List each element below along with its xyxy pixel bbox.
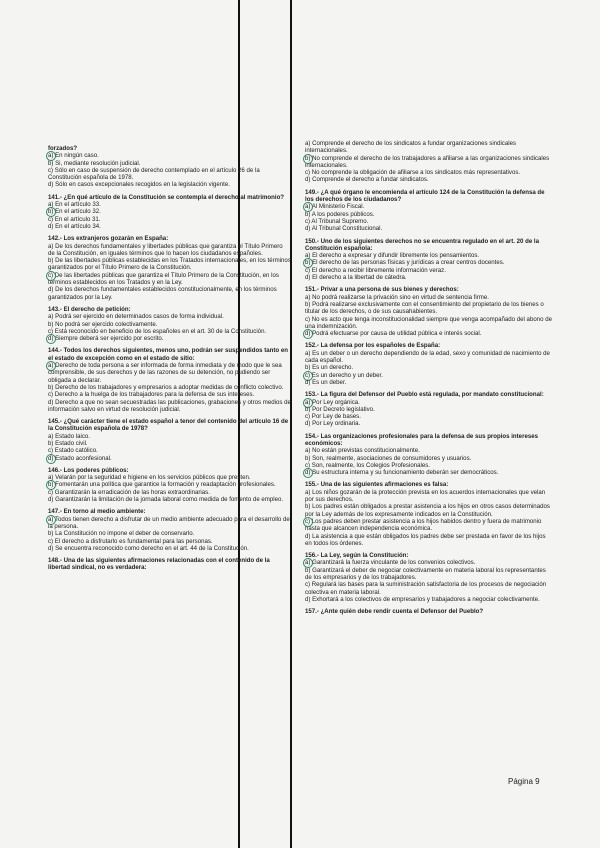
- option-text: c) Regulará las bases para la suministración satisfactoria de los procesos de negociación colectiva en materia laboral.: [305, 581, 547, 596]
- answer-option: [48, 399, 291, 414]
- question-text: 147.- En torno al medio ambiente:: [48, 508, 146, 516]
- answer-option: [305, 420, 553, 427]
- option-text: b) No podrá ser ejercido colectivamente.: [48, 320, 158, 328]
- answer-option: [305, 581, 553, 596]
- answer-option: [305, 567, 553, 582]
- answer-option: [305, 489, 553, 504]
- option-text: c) Por Ley de bases.: [305, 413, 361, 421]
- option-text: c) Es un derecho y un deber.: [305, 371, 383, 379]
- option-text: c) No es acto que tenga inconstitucionalidad siempre que venga acompañado del abono de una indemnización.: [305, 315, 552, 330]
- answer-option: [305, 596, 553, 603]
- option-text: b) Podrá realizarse exclusivamente con el consentimiento del propietario de los bienes o titular de los derechos, o de sus causahabientes.: [305, 300, 544, 316]
- option-text: d) En el artículo 34.: [48, 222, 101, 230]
- answer-mark-circle: [46, 454, 56, 464]
- answer-option: [305, 252, 553, 259]
- answer-option: [48, 243, 291, 258]
- answer-option: [48, 152, 291, 159]
- option-text: a) Velarán por la seguridad e higiene en los servicios públicos que presten.: [48, 474, 251, 482]
- question-block: [305, 238, 553, 282]
- option-text: b) La Constitución no impone el deber de conservarlo.: [48, 530, 195, 538]
- option-text: c) Está reconocido en beneficio de los españoles en el art. 30 de la Constitución.: [48, 327, 267, 335]
- page-number: Página 9: [508, 777, 540, 786]
- option-text: c) Sólo en caso de suspensión de derecho contemplado en el artículo 26 de la Constitución española de 1978.: [48, 166, 260, 182]
- option-text: d) Podrá efectuarse por causa de utilidad pública e interés social.: [305, 330, 482, 338]
- question-text: 144.- Todos los derechos siguientes, menos uno, podrán ser suspendidos tanto en el estado de excepción como en el estado de sitio:: [48, 347, 288, 362]
- question-block: [48, 306, 291, 342]
- answer-option: [305, 447, 553, 454]
- answer-option: [305, 559, 553, 566]
- answer-option: [48, 160, 291, 167]
- answer-option: [305, 203, 553, 210]
- option-text: c) Estado católico.: [48, 447, 98, 455]
- answer-option: [48, 201, 291, 208]
- option-text: b) Fomentarán una política que garantice la formación y readaptación profesionales.: [48, 481, 276, 489]
- option-text: a) El derecho a expresar y difundir libremente los pensamientos.: [305, 252, 480, 260]
- answer-option: [305, 455, 553, 462]
- answer-option: [305, 462, 553, 469]
- option-text: b) Los padres están obligados a prestar asistencia a los hijos en otros casos determinados por la Ley además de los expresamente indicados en la Constitución.: [305, 503, 550, 518]
- option-text: d) Al Tribunal Constitucional.: [305, 225, 383, 233]
- question-block: [48, 235, 291, 301]
- answer-option: [305, 316, 553, 331]
- question-text: 156.- La Ley, según la Constitución:: [305, 552, 409, 560]
- question-block: [48, 557, 291, 572]
- option-text: c) Los padres deben prestar asistencia a los hijos habidos dentro y fuera de matrimonio hasta que alcancen independencia económica.: [305, 517, 542, 533]
- question-block: [48, 467, 291, 503]
- option-text: c) En el artículo 31.: [48, 215, 101, 223]
- option-text: d) Garantizarán la limitación de la jornada laboral como medida de fomento de empleo.: [48, 496, 284, 504]
- answer-mark-circle: [303, 154, 313, 164]
- question-block: [305, 286, 553, 337]
- answer-mark-circle: [46, 361, 56, 371]
- option-text: c) Al Tribunal Supremo.: [305, 217, 369, 225]
- answer-option: [305, 140, 553, 155]
- question-text: 142.- Los extranjeros gozarán en España:: [48, 235, 169, 243]
- question-text: 141.- ¿En qué artículo de la Constitución se contempla el derecho al matrimonio?: [48, 193, 285, 201]
- option-text: d) Estado aconfesional.: [48, 454, 112, 462]
- answer-mark-circle: [303, 329, 313, 339]
- question-text: forzados?: [48, 145, 78, 152]
- answer-option: [305, 225, 553, 232]
- option-text: b) En el artículo 32.: [48, 208, 101, 216]
- option-text: d) Por Ley ordinaria.: [305, 420, 361, 428]
- option-text: a) De los derechos fundamentales y libertades públicas que garantiza el Título Primero de la Constitución, en iguales términos que lo hacen los ciudadanos españoles.: [48, 242, 283, 257]
- option-text: c) El derecho a disfrutarlo es fundamental para las personas.: [48, 537, 213, 545]
- question-text: 146.- Los poderes públicos:: [48, 466, 129, 474]
- answer-option: [48, 516, 291, 531]
- option-text: d) Sólo en casos excepcionales recogidos en la legislación vigente.: [48, 181, 230, 189]
- answer-option: [48, 496, 291, 503]
- question-block: [48, 194, 291, 230]
- answer-option: [48, 530, 291, 537]
- option-text: c) No comprende la obligación de afiliarse a los sindicatos más representativos.: [305, 169, 521, 177]
- answer-option: [305, 533, 553, 548]
- option-text: a) Garantizará la fuerza vinculante de los convenios colectivos.: [305, 559, 476, 567]
- option-text: a) No podrá realizarse la privación sino en virtud de sentencia firme.: [305, 293, 489, 301]
- option-text: d) Siempre deberá ser ejercido por escrito.: [48, 335, 164, 343]
- option-text: b) Es un derecho.: [305, 364, 354, 372]
- question-text: 150.- Uno de los siguientes derechos no se encuentra regulado en el art. 20 de la Constitución española:: [305, 237, 540, 252]
- option-text: c) De las libertades públicas que garantiza el Título Primero de la Constitución, en los términos establecidos en los Tratados y en la Ley.: [48, 271, 279, 287]
- answer-option: [48, 447, 291, 454]
- answer-option: [48, 208, 291, 215]
- option-text: b) Si, mediante resolución judicial.: [48, 159, 141, 167]
- answer-option: [305, 294, 553, 301]
- answer-option: [305, 503, 553, 518]
- option-text: a) Todos tienen derecho a disfrutar de un medio ambiente adecuado para el desarrollo de la persona.: [48, 515, 290, 530]
- answer-option: [48, 489, 291, 496]
- left-column: [48, 145, 291, 577]
- option-text: c) Garantizarán la erradicación de las horas extraordinarias.: [48, 488, 210, 496]
- answer-option: [48, 167, 291, 182]
- answer-option: [305, 218, 553, 225]
- option-text: a) Por Ley orgánica.: [305, 398, 360, 406]
- answer-option: [48, 181, 291, 188]
- option-text: d) Se encuentra reconocido como derecho en el art. 44 de la Constitución.: [48, 544, 249, 552]
- question-text: 151.- Privar a una persona de sus bienes y derechos:: [305, 286, 459, 294]
- answer-option: [305, 169, 553, 176]
- option-text: d) De los derechos fundamentales establecidos constitucionalmente, en los términos garantizados por la Ley.: [48, 286, 277, 301]
- answer-option: [48, 362, 291, 384]
- answer-mark-circle: [303, 517, 313, 527]
- option-text: b) Derecho de los trabajadores y empresarios a adoptar medidas de conflicto colectivo.: [48, 383, 284, 391]
- answer-option: [48, 440, 291, 447]
- answer-option: [305, 406, 553, 413]
- question-block: [48, 418, 291, 462]
- question-text: 148.- Una de las siguientes afirmaciones relacionadas con el contenido de la libertad sindical, no es verdadera:: [48, 557, 270, 572]
- question-block: [305, 433, 553, 477]
- question-block: [305, 391, 553, 427]
- answer-option: [48, 474, 291, 481]
- option-text: a) Al Ministerio Fiscal.: [305, 203, 365, 211]
- question-text: 155.- Una de las siguientes afirmaciones es falsa:: [305, 481, 449, 489]
- answer-option: [48, 223, 291, 230]
- right-column: [305, 140, 553, 621]
- answer-option: [305, 330, 553, 337]
- answer-option: [305, 211, 553, 218]
- question-block: [48, 347, 291, 413]
- answer-option: [305, 176, 553, 183]
- option-text: d) El derecho a la libertad de cátedra.: [305, 274, 407, 282]
- question-block: [305, 342, 553, 386]
- answer-option: [48, 257, 291, 272]
- answer-mark-circle: [46, 334, 56, 344]
- answer-mark-circle: [303, 468, 313, 478]
- answer-option: [305, 267, 553, 274]
- answer-option: [48, 455, 291, 462]
- question-block: [305, 608, 553, 615]
- question-text: 149.- ¿A qué órgano le encomienda el artículo 124 de la Constitución la defensa de los derechos de los ciudadanos?: [305, 188, 545, 204]
- answer-option: [305, 364, 553, 371]
- answer-mark-circle: [46, 271, 56, 281]
- option-text: b) Son, realmente, asociaciones de consumidores y usuarios.: [305, 454, 472, 462]
- option-text: d) Es un deber.: [305, 378, 347, 386]
- option-text: d) Comprende el derecho a fundar sindicatos.: [305, 176, 429, 184]
- answer-option: [305, 301, 553, 316]
- answer-option: [48, 321, 291, 328]
- answer-option: [305, 350, 553, 365]
- answer-option: [48, 313, 291, 320]
- option-text: a) Derecho de toda persona a ser informada de forma inmediata y de modo que le sea comprensible, de sus derechos y de las razones de su detención, no pudiendo ser obligada a declarar.: [48, 362, 282, 384]
- option-text: d) Derecho a que no sean secuestradas las publicaciones, grabaciones y otros medios de información salvo en virtud de resolución judicial.: [48, 398, 291, 413]
- option-text: b) Garantizará el deber de negociar colectivamente en materia laboral los representantes de los empresarios y de los trabajadores.: [305, 566, 546, 582]
- answer-option: [305, 379, 553, 386]
- option-text: a) Es un deber o un derecho dependiendo de la edad, sexo y comunidad de nacimiento de cada español.: [305, 349, 550, 365]
- option-text: d) Su estructura interna y su funcionamiento deberán ser democráticos.: [305, 469, 499, 477]
- option-text: b) Por Decreto legislativo.: [305, 405, 375, 413]
- option-text: b) Estado civil.: [48, 439, 88, 447]
- option-text: b) El derecho de las personas físicas y jurídicas a crear centros docentes.: [305, 259, 505, 267]
- question-text: 153.- La figura del Defensor del Pueblo está regulada, por mandato constitucional:: [305, 391, 544, 399]
- answer-option: [48, 481, 291, 488]
- answer-option: [48, 335, 291, 342]
- option-text: d) Exhortará a los colectivos de empresarios y trabajadores a negociar colectivamente.: [305, 595, 540, 603]
- question-block: [305, 552, 553, 603]
- answer-option: [48, 545, 291, 552]
- option-text: c) El derecho a recibir libremente información veraz.: [305, 266, 446, 274]
- answer-option: [305, 518, 553, 533]
- option-text: a) En el artículo 33.: [48, 201, 101, 209]
- option-text: a) No están previstas constitucionalmente.: [305, 447, 420, 455]
- answer-option: [48, 272, 291, 287]
- answer-option: [48, 384, 291, 391]
- option-text: a) Los niños gozarán de la protección prevista en los acuerdos internacionales que velan por sus derechos.: [305, 488, 546, 504]
- question-block: [305, 481, 553, 547]
- answer-option: [48, 328, 291, 335]
- option-text: a) Estado laico.: [48, 432, 91, 440]
- option-text: a) Podrá ser ejercido en determinados casos de forma individual.: [48, 313, 224, 321]
- answer-option: [48, 216, 291, 223]
- option-text: b) A los poderes públicos.: [305, 210, 375, 218]
- question-text: 145.- ¿Qué carácter tiene el estado español a tenor del contenido del artículo 16 de la Constitución española de 1978?: [48, 418, 289, 433]
- answer-option: [48, 391, 291, 398]
- question-block: [48, 145, 291, 189]
- option-text: c) Derecho a la huelga de los trabajadores para la defensa de sus intereses.: [48, 391, 255, 399]
- question-block: [305, 140, 553, 184]
- option-text: a) En ningún caso.: [48, 152, 99, 160]
- question-block: [48, 508, 291, 552]
- question-text: 157.- ¿Ante quién debe rendir cuenta el Defensor del Pueblo?: [305, 608, 484, 616]
- option-text: b) De las libertades públicas establecidas en los Tratados internacionales, en los términos garantizados por el Título Primero de la Constitución.: [48, 257, 291, 272]
- answer-option: [48, 433, 291, 440]
- answer-option: [305, 469, 553, 476]
- option-text: d) La asistencia a que están obligados los padres debe ser prestada en favor de los hijos en todos los órdenes.: [305, 532, 546, 547]
- option-text: c) Son, realmente, los Colegios Profesionales.: [305, 461, 430, 469]
- question-text: 143.- El derecho de petición:: [48, 305, 131, 313]
- answer-option: [305, 413, 553, 420]
- answer-option: [305, 155, 553, 170]
- answer-option: [305, 372, 553, 379]
- answer-option: [48, 538, 291, 545]
- answer-option: [305, 399, 553, 406]
- question-block: [305, 189, 553, 233]
- question-text: 152.- La defensa por los españoles de España:: [305, 342, 441, 350]
- answer-option: [48, 286, 291, 301]
- answer-option: [305, 259, 553, 266]
- answer-option: [305, 274, 553, 281]
- option-text: a) Comprende el derecho de los sindicatos a fundar organizaciones sindicales internacionales.: [305, 140, 517, 155]
- question-text: 154.- Las organizaciones profesionales para la defensa de sus propios intereses económicos:: [305, 432, 539, 447]
- answer-mark-circle: [46, 515, 56, 525]
- option-text: b) No comprende el derecho de los trabajadores a afiliarse a las organizaciones sindicales internacionales.: [305, 154, 550, 169]
